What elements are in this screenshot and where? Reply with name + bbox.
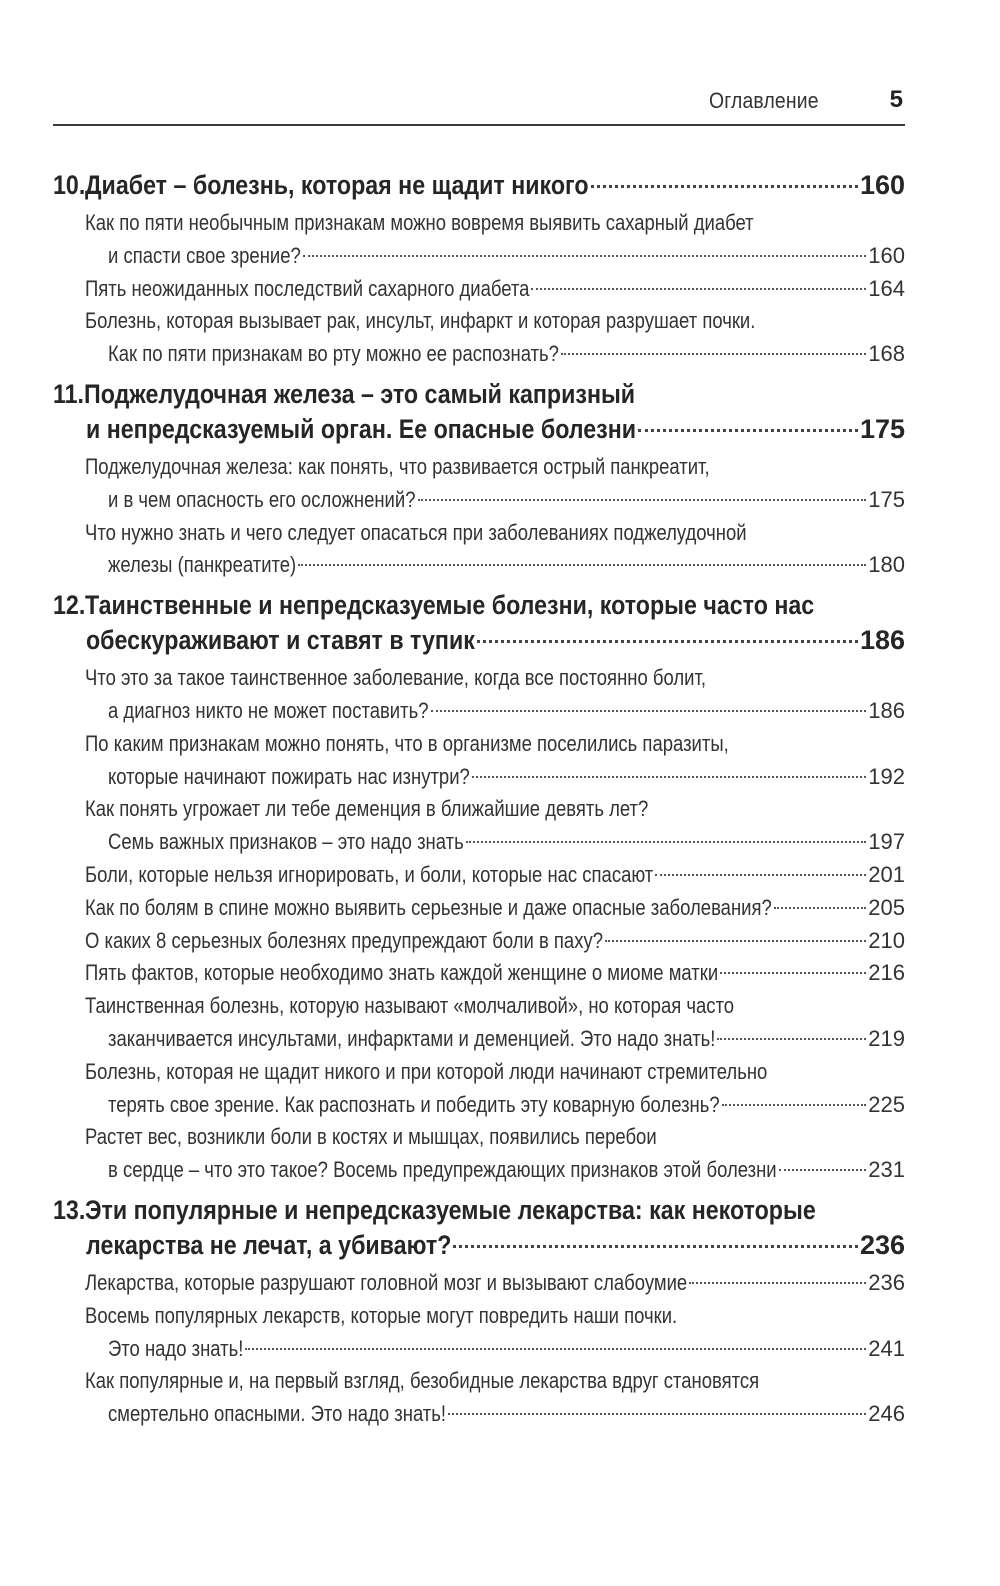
chapter-heading-line bbox=[53, 588, 905, 623]
toc-entry-title: которые начинают пожирать нас изнутри? bbox=[108, 763, 470, 789]
dot-leader bbox=[431, 710, 867, 712]
chapter-heading[interactable] bbox=[53, 168, 905, 203]
toc-entry-line bbox=[53, 892, 905, 925]
toc-entry-line bbox=[53, 1056, 905, 1089]
toc-entry[interactable] bbox=[53, 1365, 905, 1431]
toc-entry-page-number: 164 bbox=[868, 275, 905, 301]
toc-entry-title: Как понять угрожает ли тебе деменция в ближайшие девять лет? bbox=[85, 796, 649, 822]
chapter-title: Таинственные и непредсказуемые болезни, которые часто нас bbox=[85, 590, 815, 621]
toc-entry-line bbox=[53, 826, 905, 859]
dot-leader bbox=[418, 499, 867, 501]
toc-entry-title: Как по пяти признакам во рту можно ее распознать? bbox=[108, 341, 559, 367]
toc-entry-title: Пять фактов, которые необходимо знать каждой женщине о миоме матки bbox=[85, 960, 719, 986]
chapter-heading[interactable] bbox=[53, 377, 905, 447]
dot-leader bbox=[605, 940, 866, 942]
toc-entry-line bbox=[53, 957, 905, 990]
toc-entry-page-number: 160 bbox=[868, 242, 905, 268]
chapter-number: 11. bbox=[53, 378, 85, 409]
chapter-title: Диабет – болезнь, которая не щадит никого bbox=[85, 170, 589, 200]
toc-entry-line bbox=[53, 793, 905, 826]
toc-entry-title: Восемь популярных лекарств, которые могут повредить наши почки. bbox=[85, 1302, 678, 1328]
dot-leader bbox=[720, 972, 866, 974]
toc-entry-title: Как по болям в спине можно выявить серьезные и даже опасные заболевания? bbox=[85, 894, 772, 920]
toc-entry[interactable] bbox=[53, 517, 905, 583]
chapter-heading-line bbox=[53, 168, 905, 203]
toc-entry[interactable] bbox=[53, 793, 905, 859]
toc-entry-line bbox=[53, 990, 905, 1023]
toc-entry-title: Поджелудочная железа: как понять, что развивается острый панкреатит, bbox=[85, 453, 710, 479]
toc-entry-title: О каких 8 серьезных болезнях предупреждают боли в паху? bbox=[85, 927, 603, 953]
running-header bbox=[53, 86, 905, 120]
toc-entry-page-number: 210 bbox=[868, 927, 905, 953]
toc-entry-title: железы (панкреатите) bbox=[108, 552, 297, 578]
toc-entry[interactable] bbox=[53, 957, 905, 990]
toc-entry-title: терять свое зрение. Как распознать и победить эту коварную болезнь? bbox=[108, 1091, 720, 1117]
dot-leader bbox=[298, 564, 866, 566]
toc-entry-page-number: 192 bbox=[868, 763, 905, 789]
toc-entry-line bbox=[53, 1089, 905, 1122]
chapter-title: и непредсказуемый орган. Ее опасные болезни bbox=[86, 413, 637, 444]
toc-chapter bbox=[53, 1193, 905, 1431]
toc-entry-line bbox=[53, 451, 905, 484]
chapter-heading[interactable] bbox=[53, 1193, 905, 1263]
dot-leader bbox=[561, 353, 866, 355]
toc-entry-title: и в чем опасность его осложнений? bbox=[108, 486, 416, 512]
chapter-heading-line bbox=[53, 377, 905, 412]
dot-leader bbox=[303, 255, 866, 257]
toc-entry-title: Как популярные и, на первый взгляд, безобидные лекарства вдруг становятся bbox=[85, 1368, 760, 1394]
chapter-heading-line bbox=[53, 1193, 905, 1228]
dot-leader bbox=[477, 640, 858, 643]
toc-entry[interactable] bbox=[53, 1300, 905, 1366]
toc-entry-line bbox=[53, 1398, 905, 1431]
toc-entry-title: в сердце – что это такое? Восемь предупреждающих признаков этой болезни bbox=[108, 1157, 777, 1183]
toc-entry[interactable] bbox=[53, 728, 905, 794]
chapter-heading[interactable] bbox=[53, 588, 905, 658]
toc-entry-title: а диагноз никто не может поставить? bbox=[108, 697, 429, 723]
toc-chapter bbox=[53, 168, 905, 371]
dot-leader bbox=[638, 429, 858, 432]
toc-entry-title: Что это за такое таинственное заболевание, когда все постоянно болит, bbox=[85, 665, 707, 691]
toc-entry-page-number: 225 bbox=[868, 1091, 905, 1117]
toc-entry-title: Болезнь, которая не щадит никого и при которой люди начинают стремительно bbox=[85, 1058, 768, 1084]
toc-entry-title: По каким признакам можно понять, что в организме поселились паразиты, bbox=[85, 730, 729, 756]
toc-entry-title: Боли, которые нельзя игнорировать, и боли, которые нас спасают bbox=[85, 861, 654, 887]
toc-entry-page-number: 180 bbox=[868, 552, 905, 578]
toc-entry-line bbox=[53, 1333, 905, 1366]
toc-entry-page-number: 219 bbox=[868, 1025, 905, 1051]
toc-entry-line bbox=[53, 484, 905, 517]
header-page-number: 5 bbox=[889, 86, 903, 113]
dot-leader bbox=[774, 907, 867, 909]
toc-entry-page-number: 205 bbox=[868, 894, 905, 920]
toc-entry-page-number: 241 bbox=[868, 1335, 905, 1361]
table-of-contents bbox=[53, 168, 905, 1431]
toc-entry-line bbox=[53, 925, 905, 958]
toc-chapter bbox=[53, 377, 905, 582]
toc-entry-line bbox=[53, 859, 905, 892]
toc-entry-title: Пять неожиданных последствий сахарного диабета bbox=[85, 275, 530, 301]
toc-entry-page-number: 175 bbox=[868, 486, 905, 512]
dot-leader bbox=[722, 1104, 867, 1106]
book-page bbox=[53, 0, 905, 1586]
toc-entry-page-number: 216 bbox=[868, 960, 905, 986]
chapter-number: 12. bbox=[53, 590, 86, 621]
dot-leader bbox=[466, 841, 867, 843]
toc-entry-line bbox=[53, 273, 905, 306]
toc-chapter bbox=[53, 588, 905, 1187]
toc-entry-line bbox=[53, 662, 905, 695]
toc-entry[interactable] bbox=[53, 892, 905, 925]
toc-entry-line bbox=[53, 1365, 905, 1398]
dot-leader bbox=[779, 1169, 867, 1171]
toc-entry-line bbox=[53, 240, 905, 273]
toc-entry-page-number: 186 bbox=[868, 697, 905, 723]
toc-entry-title: Таинственная болезнь, которую называют «молчаливой», но которая часто bbox=[85, 993, 735, 1019]
chapter-heading-line bbox=[53, 1228, 905, 1263]
toc-entry[interactable] bbox=[53, 451, 905, 517]
dot-leader bbox=[453, 1245, 858, 1248]
toc-entry-title: Растет вес, возникли боли в костях и мышцах, появились перебои bbox=[85, 1124, 657, 1150]
toc-entry-title: Лекарства, которые разрушают головной мозг и вызывают слабоумие bbox=[85, 1269, 688, 1295]
chapter-title: Эти популярные и непредсказуемые лекарства: как некоторые bbox=[85, 1194, 817, 1225]
toc-entry-line bbox=[53, 1023, 905, 1056]
toc-entry[interactable] bbox=[53, 1121, 905, 1187]
toc-entry[interactable] bbox=[53, 305, 905, 371]
toc-entry[interactable] bbox=[53, 990, 905, 1056]
toc-entry-title: Что нужно знать и чего следует опасаться при заболеваниях поджелудочной bbox=[85, 519, 747, 545]
toc-entry-page-number: 246 bbox=[868, 1401, 905, 1427]
toc-entry-title: Это надо знать! bbox=[108, 1335, 244, 1361]
dot-leader bbox=[472, 776, 866, 778]
toc-entry[interactable] bbox=[53, 273, 905, 306]
toc-entry-line bbox=[53, 338, 905, 371]
chapter-page-number: 236 bbox=[859, 1229, 905, 1260]
dot-leader bbox=[689, 1282, 866, 1284]
toc-entry-page-number: 236 bbox=[868, 1269, 905, 1295]
toc-entry-line bbox=[53, 1121, 905, 1154]
chapter-page-number: 160 bbox=[859, 170, 905, 200]
toc-entry[interactable] bbox=[53, 207, 905, 273]
chapter-heading-line bbox=[53, 412, 905, 447]
chapter-title: лекарства не лечат, а убивают? bbox=[86, 1229, 452, 1260]
toc-entry[interactable] bbox=[53, 859, 905, 892]
dot-leader bbox=[591, 185, 858, 188]
toc-entry-line bbox=[53, 305, 905, 338]
toc-entry-title: Болезнь, которая вызывает рак, инсульт, инфаркт и которая разрушает почки. bbox=[85, 308, 756, 334]
toc-entry-line bbox=[53, 207, 905, 240]
chapter-title: Поджелудочная железа – это самый капризный bbox=[84, 378, 636, 409]
toc-entry-line bbox=[53, 517, 905, 550]
dot-leader bbox=[448, 1413, 866, 1415]
toc-entry-line bbox=[53, 695, 905, 728]
toc-entry-line bbox=[53, 728, 905, 761]
chapter-page-number: 175 bbox=[859, 413, 905, 444]
toc-entry-title: Как по пяти необычным признакам можно вовремя выявить сахарный диабет bbox=[85, 210, 754, 235]
header-title: Оглавление bbox=[709, 88, 819, 113]
chapter-number: 10. bbox=[53, 170, 86, 200]
toc-entry-title: смертельно опасными. Это надо знать! bbox=[108, 1401, 447, 1427]
chapter-page-number: 186 bbox=[859, 625, 905, 656]
dot-leader bbox=[655, 874, 866, 876]
toc-entry-title: Семь важных признаков – это надо знать bbox=[108, 829, 464, 855]
toc-entry[interactable] bbox=[53, 1056, 905, 1122]
toc-entry-line bbox=[53, 1267, 905, 1300]
header-rule bbox=[53, 124, 905, 126]
toc-entry[interactable] bbox=[53, 925, 905, 958]
toc-entry[interactable] bbox=[53, 662, 905, 728]
toc-entry-page-number: 231 bbox=[868, 1157, 905, 1183]
chapter-heading-line bbox=[53, 623, 905, 658]
toc-entry-line bbox=[53, 1154, 905, 1187]
toc-entry-page-number: 197 bbox=[868, 829, 905, 855]
dot-leader bbox=[717, 1038, 866, 1040]
toc-entry[interactable] bbox=[53, 1267, 905, 1300]
toc-entry-title: и спасти свое зрение? bbox=[108, 242, 301, 268]
toc-entry-title: заканчивается инсультами, инфарктами и деменцией. Это надо знать! bbox=[108, 1025, 716, 1051]
toc-entry-page-number: 201 bbox=[868, 861, 905, 887]
chapter-number: 13. bbox=[53, 1194, 86, 1225]
chapter-title: обескураживают и ставят в тупик bbox=[86, 625, 475, 656]
toc-entry-line bbox=[53, 761, 905, 794]
dot-leader bbox=[531, 288, 866, 290]
dot-leader bbox=[245, 1348, 866, 1350]
toc-entry-line bbox=[53, 1300, 905, 1333]
toc-entry-page-number: 168 bbox=[868, 341, 905, 367]
toc-entry-line bbox=[53, 549, 905, 582]
